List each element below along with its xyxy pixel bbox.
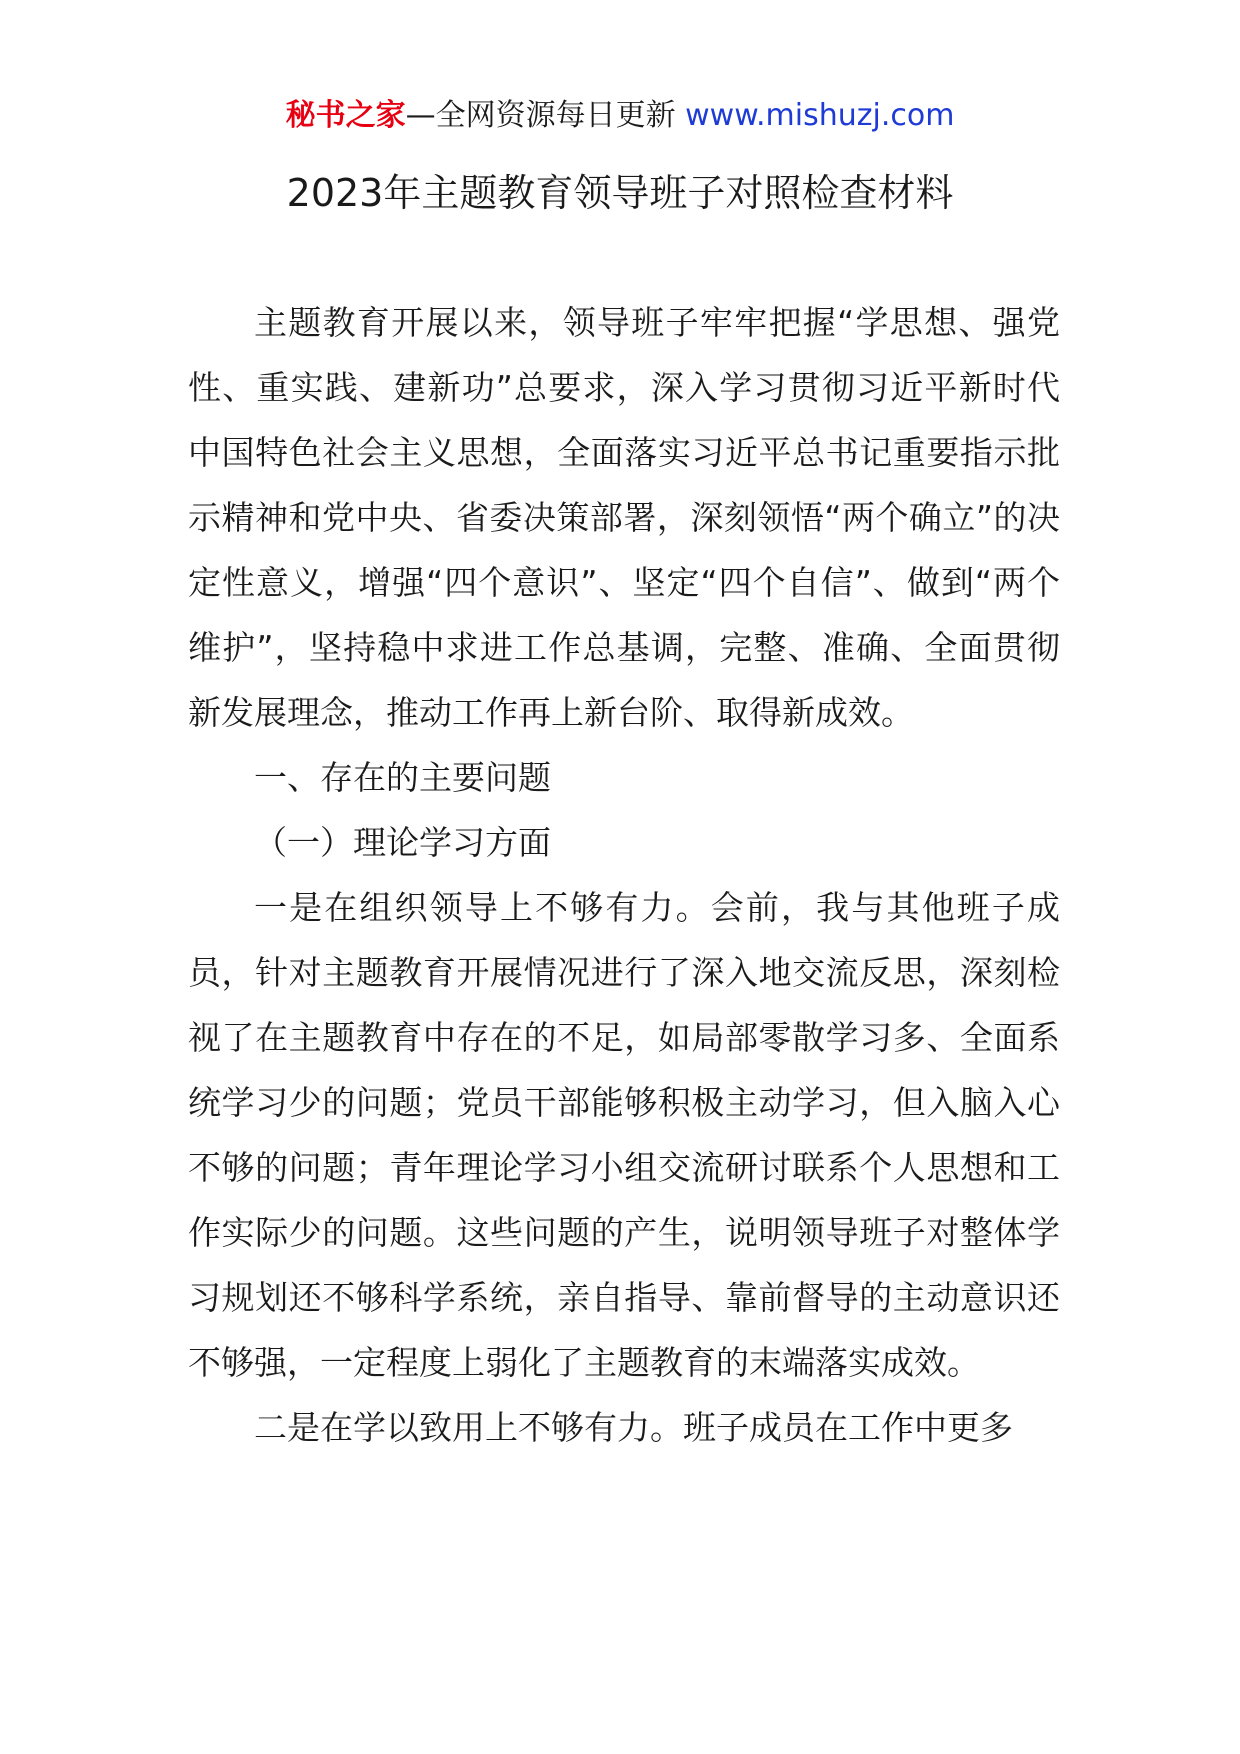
section-heading: 一、存在的主要问题: [254, 758, 551, 797]
subsection-heading: （一）理论学习方面: [254, 823, 551, 862]
brand-tagline: —全网资源每日更新: [405, 98, 676, 133]
site-url[interactable]: www.mishuzj.com: [685, 98, 955, 133]
body-paragraph: 二是在学以致用上不够有力。班子成员在工作中更多: [254, 1408, 1013, 1447]
watermark-header: [0, 96, 1240, 136]
document-body: [188, 290, 1060, 1460]
intro-paragraph: 主题教育开展以来，领导班子牢牢把握“学思想、强党性、重实践、建新功”总要求，深入学习贯彻习近平新时代中国特色社会主义思想，全面落实习近平总书记重要指示批示精神和党中央、省委决策部署，深刻领悟“两个确立”的决定性意义，增强“四个意识”、坚定“四个自信”、做到“两个维护”，坚持稳中求进工作总基调，完整、准确、全面贯彻新发展理念，推动工作再上新台阶、取得新成效。: [188, 303, 1060, 732]
document-title: 2023年主题教育领导班子对照检查材料: [286, 171, 954, 215]
body-paragraph: 一是在组织领导上不够有力。会前，我与其他班子成员，针对主题教育开展情况进行了深入地交流反思，深刻检视了在主题教育中存在的不足，如局部零散学习多、全面系统学习少的问题；党员干部能够积极主动学习，但入脑入心不够的问题；青年理论学习小组交流研讨联系个人思想和工作实际少的问题。这些问题的产生，说明领导班子对整体学习规划还不够科学系统，亲自指导、靠前督导的主动意识还不够强，一定程度上弱化了主题教育的末端落实成效。: [188, 888, 1060, 1382]
brand-name: 秘书之家: [285, 98, 406, 133]
